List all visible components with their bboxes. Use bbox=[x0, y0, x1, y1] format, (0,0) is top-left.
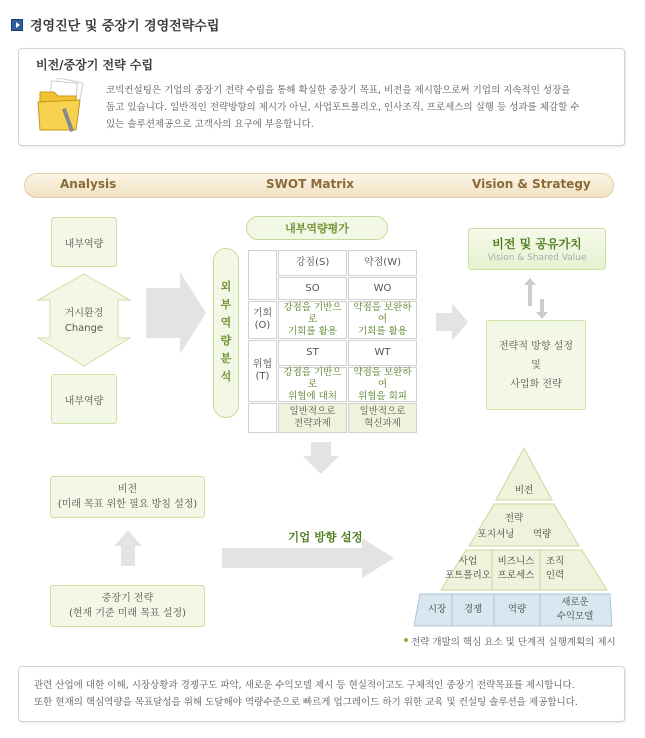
summary-line: 또한 현재의 핵심역량을 목표달성을 위해 도달해야 역량수준으로 빠르게 업그레이드 하기 위한 교육 및 컨설팅 솔루션을 제공합니다. bbox=[34, 697, 578, 708]
swot-st-description bbox=[278, 367, 347, 402]
down-arrow-shape bbox=[536, 299, 548, 319]
pyramid-competition: 경쟁 bbox=[463, 604, 483, 615]
midterm-strategy-box bbox=[50, 585, 205, 627]
pyramid-text: 프로세스 bbox=[497, 570, 535, 581]
st-desc-line: 강점을 기반으로 bbox=[283, 366, 342, 390]
swot-innovation-task bbox=[348, 403, 417, 433]
external-eval-char: 석 bbox=[220, 370, 232, 383]
st-desc-line: 위협에 대처 bbox=[288, 390, 337, 402]
pyramid-text: 새로운 bbox=[561, 597, 589, 608]
pyramid-footnote: 전략 개발의 핵심 요소 및 단계적 실행계획의 제시 bbox=[411, 637, 616, 648]
swot-wo-label: WO bbox=[348, 277, 417, 300]
pyramid-business-portfolio bbox=[440, 555, 496, 583]
bullet-icon bbox=[404, 638, 408, 642]
right-arrow-shape bbox=[436, 303, 468, 341]
swot-wt-label: WT bbox=[348, 340, 417, 366]
pyramid-business-process bbox=[492, 555, 540, 583]
swot-threat-header bbox=[248, 340, 277, 402]
swot-weakness-header: 약점(W) bbox=[348, 250, 417, 276]
opportunity-text: (O) bbox=[254, 320, 271, 331]
page-title: 경영진단 및 중장기 경영전략수립 bbox=[30, 19, 220, 34]
intro-line: 있는 솔루션제공으로 고객사의 요구에 부응합니다. bbox=[106, 119, 314, 130]
strategy-line: 및 bbox=[531, 359, 541, 371]
external-environment-line: Change bbox=[64, 323, 104, 334]
swot-corner-cell bbox=[248, 250, 277, 300]
innovation-task-line: 일반적으로 bbox=[359, 406, 406, 417]
internal-evaluation-pill: 내부역량평가 bbox=[246, 216, 388, 240]
vision-goal-box bbox=[50, 476, 205, 518]
threat-text: 위협 bbox=[252, 359, 273, 370]
strategic-task-line: 전략과제 bbox=[294, 418, 331, 429]
midterm-line: (현재 기준 미래 목표 설정) bbox=[68, 608, 187, 619]
strategy-line: 전략적 방향 설정 bbox=[499, 340, 573, 352]
external-environment-label bbox=[51, 306, 117, 336]
swot-so-description bbox=[278, 301, 347, 339]
intro-title: 비전/중장기 전략 수립 bbox=[36, 58, 154, 72]
pyramid-text: 포트폴리오 bbox=[445, 570, 491, 581]
opportunity-text: 기회 bbox=[252, 308, 273, 319]
pyramid-capability: 역량 bbox=[532, 529, 552, 540]
strategy-box bbox=[486, 320, 586, 410]
pyramid-strategy: 전략 bbox=[504, 513, 524, 524]
pyramid-positioning: 포지셔닝 bbox=[477, 529, 515, 540]
external-eval-char: 역 bbox=[220, 316, 232, 329]
goal-line: 비전 bbox=[117, 484, 138, 495]
stage-analysis-label: Analysis bbox=[60, 177, 117, 191]
external-environment-line: 거시환경 bbox=[64, 308, 104, 319]
summary-line: 관련 산업에 대한 이해, 시장상황과 경쟁구도 파악, 새로운 수익모델 제시 등 현실적이고도 구체적인 중장기 전략목표를 제시합니다. bbox=[34, 680, 575, 691]
up-arrow-shape bbox=[524, 278, 536, 306]
strategic-task-line: 일반적으로 bbox=[289, 406, 336, 417]
pyramid-text: 사업 bbox=[458, 556, 478, 567]
wt-desc-line: 약점을 보완하여 bbox=[353, 366, 412, 390]
swot-opportunity-header bbox=[248, 301, 277, 339]
intro-line: 코빅컨설팅은 기업의 중장기 전략 수립을 통해 확실한 중장기 목표, 비전을 제시함으로써 기업의 지속적인 성장을 bbox=[106, 85, 571, 96]
innovation-task-line: 혁신과제 bbox=[364, 418, 401, 429]
goal-line: (미래 목표 위한 필요 방침 설정) bbox=[57, 499, 198, 510]
vision-title: 비전 및 공유가치 bbox=[492, 237, 582, 251]
threat-text: (T) bbox=[255, 371, 270, 382]
external-eval-char: 량 bbox=[220, 334, 232, 347]
stage-swot-label: SWOT Matrix bbox=[266, 177, 354, 191]
pyramid-new-revenue-model bbox=[540, 596, 610, 624]
right-arrow-shape bbox=[146, 272, 206, 354]
internal-capability-box: 내부역량 bbox=[51, 217, 117, 267]
midterm-line: 중장기 전략 bbox=[101, 593, 154, 604]
swot-corner-cell bbox=[248, 403, 277, 433]
so-desc-line: 강점을 기반으로 bbox=[283, 302, 342, 325]
wt-desc-line: 위협을 회피 bbox=[358, 390, 407, 402]
external-eval-char: 외 bbox=[220, 280, 232, 293]
pyramid-text: 수익모델 bbox=[556, 611, 594, 622]
wo-desc-line: 약점을 보완하여 bbox=[353, 302, 412, 325]
intro-line: 돕고 있습니다. 일반적인 전략방향의 제시가 아닌, 사업포트폴리오, 인사조직, 프로세스의 실행 등 성과를 체감할 수 bbox=[106, 102, 580, 113]
up-arrow-shape bbox=[114, 530, 142, 566]
swot-wo-description bbox=[348, 301, 417, 339]
pyramid-vision: 비전 bbox=[514, 485, 534, 496]
internal-capability-box: 내부역량 bbox=[51, 374, 117, 424]
external-eval-char: 분 bbox=[220, 352, 232, 365]
so-desc-line: 기회를 활용 bbox=[288, 326, 337, 337]
pyramid-competence: 역량 bbox=[507, 604, 527, 615]
vision-subtitle: Vision & Shared Value bbox=[487, 253, 587, 263]
summary-text bbox=[34, 677, 614, 711]
swot-strategic-task bbox=[278, 403, 347, 433]
swot-st-label: ST bbox=[278, 340, 347, 366]
direction-setting-label: 기업 방향 설정 bbox=[288, 530, 363, 544]
swot-so-label: SO bbox=[278, 277, 347, 300]
strategy-line: 사업화 전략 bbox=[510, 378, 562, 390]
pyramid-text: 인력 bbox=[545, 570, 565, 581]
wo-desc-line: 기회를 활용 bbox=[358, 326, 407, 337]
stage-vision-label: Vision & Strategy bbox=[472, 177, 591, 191]
swot-wt-description bbox=[348, 367, 417, 402]
swot-strength-header: 강점(S) bbox=[278, 250, 347, 276]
external-eval-char: 부 bbox=[220, 298, 232, 311]
pyramid-organization bbox=[540, 555, 570, 583]
pyramid-market: 시장 bbox=[427, 604, 447, 615]
pyramid-text: 비즈니스 bbox=[497, 556, 535, 567]
pyramid-text: 조직 bbox=[545, 556, 565, 567]
down-arrow-shape bbox=[303, 442, 339, 474]
